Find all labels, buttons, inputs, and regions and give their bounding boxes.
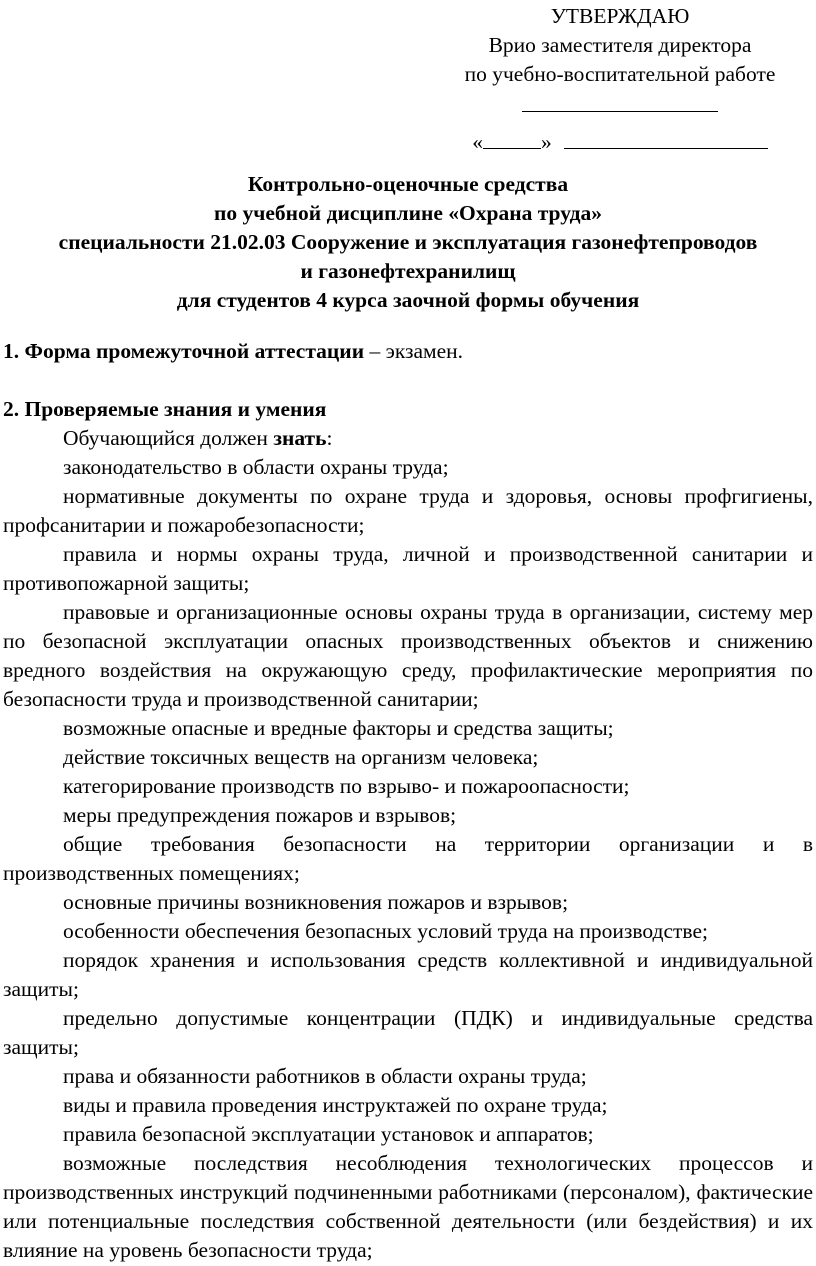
list-item: предельно допустимые концентрации (ПДК) и индивидуальные средства защиты; [3,1006,813,1059]
list-item: основные причины возникновения пожаров и взрывов; [63,890,569,914]
title-line-5: для студентов 4 курса заочной формы обучения [176,288,640,312]
list-item: категорирование производств по взрыво- и пожароопасности; [63,774,630,798]
title-line-3: специальности 21.02.03 Сооружение и эксплуатация газонефтепроводов [58,230,758,254]
title-line-1: Контрольно-оценочные средства [247,172,569,196]
list-item: действие токсичных веществ на организм человека; [63,745,539,769]
approval-block [440,2,800,157]
document-title [0,170,816,315]
list-item: нормативные документы по охране труда и здоровья, основы профгигиены, профсанитарии и пожаробезопасности; [3,484,813,537]
knowledge-list [3,453,813,1265]
intro-suffix: : [326,426,333,450]
list-item: возможные опасные и вредные факторы и средства защиты; [63,716,614,740]
signature-line [522,89,718,112]
date-day-blank [483,126,541,149]
date-close-quote: » [541,130,552,154]
title-line-2: по учебной дисциплине «Охрана труда» [213,201,603,225]
intro-prefix: Обучающийся должен [63,426,274,450]
date-month-blank [564,126,768,149]
approval-position-line1: Врио заместителя директора [488,33,752,57]
list-item: общие требования безопасности на территории организации и в производственных помещениях; [3,832,813,885]
approval-position-line2: по учебно-воспитательной работе [464,62,776,86]
section-2-heading: 2. Проверяемые знания и умения [3,397,327,421]
list-item: порядок хранения и использования средств коллективной и индивидуальной защиты; [3,948,813,1001]
section-2-intro [3,424,813,453]
title-line-4: и газонефтехранилищ [300,259,516,283]
intro-bold: знать [273,426,327,450]
approval-title: УТВЕРЖДАЮ [550,4,690,28]
list-item: правила безопасной эксплуатации установок и аппаратов; [63,1122,594,1146]
document-body [3,337,813,1265]
list-item: меры предупреждения пожаров и взрывов; [63,803,457,827]
list-item: права и обязанности работников в области охраны труда; [63,1064,587,1088]
list-item: законодательство в области охраны труда; [63,455,449,479]
section-1-heading: 1. Форма промежуточной аттестации [3,339,365,363]
list-item: возможные последствия несоблюдения технологических процессов и производственных инструкций подчиненными работниками (персоналом), фактические или потенциальные последствия собственной деятельности (или бездействия) и их влияние на уровень безопасности труда; [3,1151,813,1262]
list-item: правила и нормы охраны труда, личной и производственной санитарии и противопожарной защиты; [3,542,813,595]
list-item: виды и правила проведения инструктажей по охране труда; [63,1093,608,1117]
list-item: правовые и организационные основы охраны труда в организации, систему мер по безопасной эксплуатации опасных производственных объектов и снижению вредного воздействия на окружающую среду, профилактические мероприятия по безопасности труда и производственной санитарии; [3,600,813,711]
section-1 [3,337,813,366]
approval-date-row [440,126,800,157]
date-open-quote: « [472,130,483,154]
list-item: особенности обеспечения безопасных условий труда на производстве; [63,919,708,943]
section-1-text: – экзамен. [364,339,464,363]
